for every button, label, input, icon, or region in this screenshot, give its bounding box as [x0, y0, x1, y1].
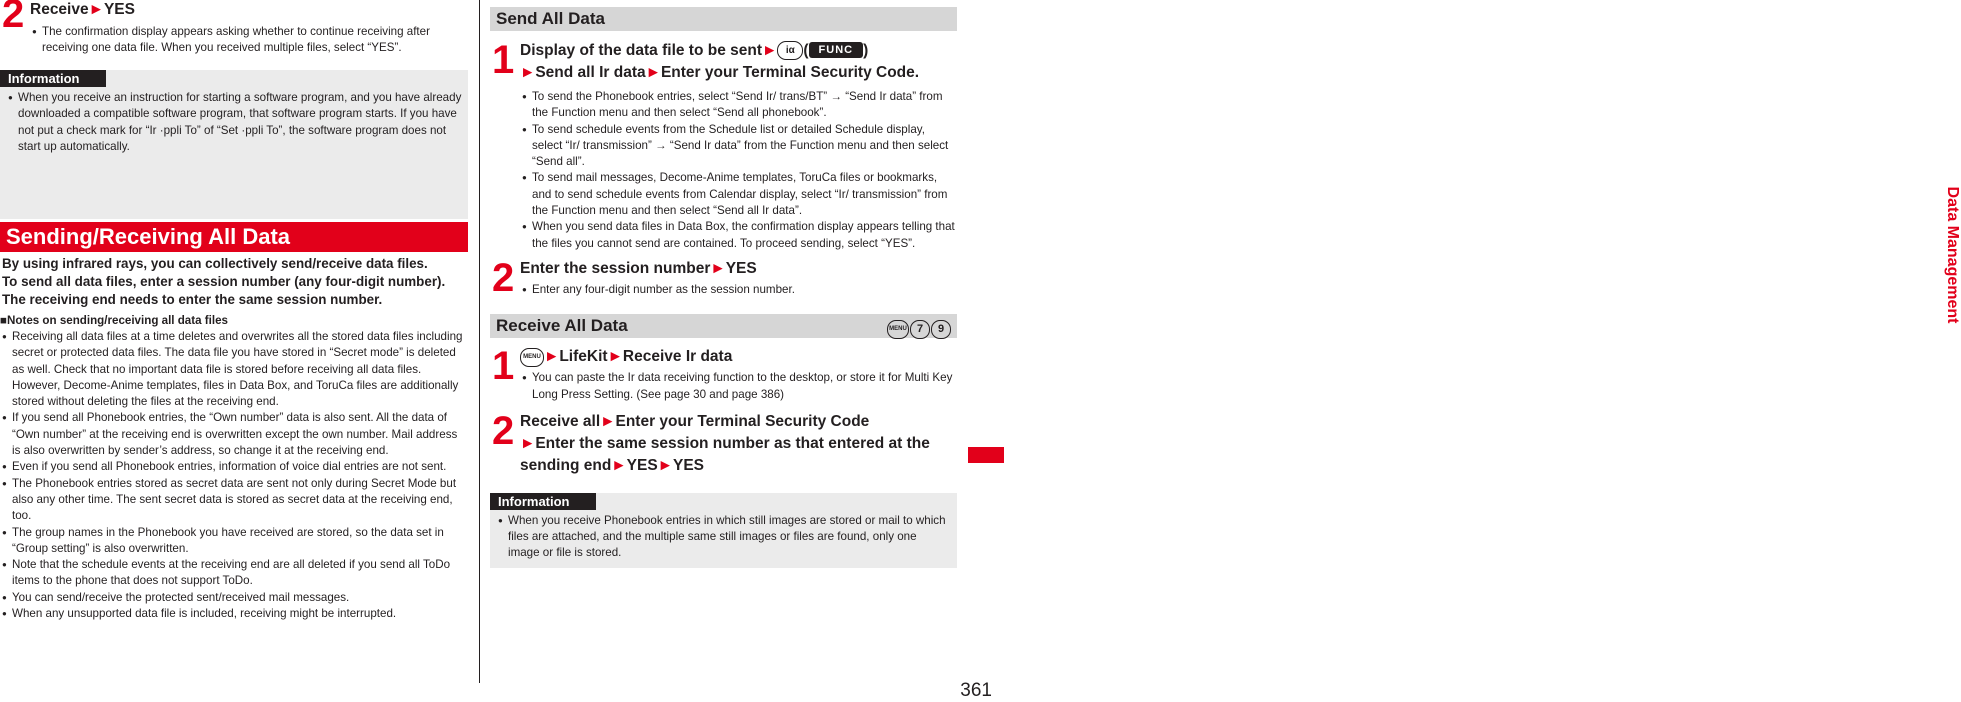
- arrow-icon: ►: [607, 348, 623, 366]
- step-bullet: ● To send the Phonebook entries, select “Send Ir/ trans/BT” → “Send Ir data” from the Function menu and then select “Send all phonebook”.: [520, 89, 957, 122]
- information-text: ● When you receive an instruction for starting a software program, and you have already downloaded a compatible software program, that software program starts. If you have not put a check mark for “Ir ·ppli To” of “Set ·ppli To”, the software program does not start up automatically.: [6, 90, 462, 155]
- arrow-icon: ►: [710, 259, 726, 277]
- section-title: Sending/Receiving All Data: [0, 222, 468, 252]
- side-tab-label: Data Management: [1944, 186, 1961, 324]
- step-bullet: ● Enter any four-digit number as the session number.: [520, 282, 957, 298]
- step-bullet: ● To send mail messages, Decome-Anime templates, ToruCa files or bookmarks, and to send schedule events from Calendar display, select “Ir/ transmission” from the Function menu and then select “Send all Ir data”.: [520, 170, 957, 219]
- func-key-icon: FUNC: [809, 42, 864, 58]
- step-number: 1: [492, 344, 515, 389]
- information-label: Information: [0, 70, 106, 87]
- note-item: ● When any unsupported data file is included, receiving might be interrupted.: [0, 606, 465, 622]
- receive-step-2: 2 Receive all►Enter your Terminal Security Code ►Enter the same session number as that entered at the sending end►YES►YES: [492, 408, 930, 474]
- arrow-icon: ►: [544, 348, 560, 366]
- key-7-icon: 7: [910, 320, 930, 339]
- receive-all-data-bar: Receive All Data MENU 7 9: [490, 314, 957, 338]
- step-number: 1: [492, 38, 515, 82]
- step-bullet: ● To send schedule events from the Schedule list or detailed Schedule display, select “Ir/ transmission” → “Send Ir data” from the Function menu and then select “Send all”.: [520, 122, 957, 171]
- note-item: ● Even if you send all Phonebook entries, information of voice dial entries are not sent.: [0, 459, 465, 475]
- i-alpha-key-icon: iα: [777, 41, 803, 60]
- step-number: 2: [492, 408, 515, 453]
- notes-heading: ■Notes on sending/receiving all data files: [0, 314, 228, 327]
- column-divider: [479, 0, 480, 683]
- information-label: Information: [490, 493, 596, 510]
- side-tab: [966, 0, 1961, 701]
- page-number: 361: [960, 680, 992, 701]
- step-bullet: ● The confirmation display appears asking whether to continue receiving after receiving one data file. When you received multiple files, select “YES”.: [30, 24, 462, 57]
- left-column: [0, 0, 468, 622]
- step-number: 2: [492, 255, 515, 300]
- arrow-icon: ►: [520, 64, 536, 81]
- step-bullet: ● When you send data files in Data Box, the confirmation display appears telling that the files you cannot send are contained. To proceed sending, select “YES”.: [520, 219, 957, 252]
- intro-text: By using infrared rays, you can collectively send/receive data files. To send all data files, enter a session number (any four-digit number). The receiving end needs to enter the same session number.: [2, 256, 446, 307]
- send-step-2: 2 Enter the session number►YES ● Enter any four-digit number as the session number.: [490, 258, 957, 298]
- send-step-1: 1 Display of the data file to be sent► iα ( FUNC ) ►Send all Ir data►Enter your Terminal Security Code. ● To send the Phonebook entries, select “Send Ir/ trans/BT” → “Send Ir data” from the Function menu and then select “Send all phonebook”. ● To send schedule events from the Schedule list or detailed Schedule display, select “Ir/ transmission” → “Send Ir data” from the Function menu and then select “Send all”. ● To send mail messages, Decome-Anime templates, ToruCa files or bookmarks, and to send schedule events from Calendar display, select “Ir/ transmission” from the Function menu and then select “Send all Ir data”. ● When you send data files in Data Box, the confirmation display appears telling that the files you cannot send are contained. To proceed sending, select “YES”.: [490, 40, 957, 252]
- step-title: Receive►YES: [30, 1, 135, 18]
- information-box: [0, 70, 468, 219]
- arrow-icon: ►: [645, 64, 661, 81]
- note-item: ● If you send all Phonebook entries, the “Own number” data is also sent. All the data of “Own number” at the receiving end is overwritten except the own number. Mail address is also overwritten by sender’s address, so change it at the receiving end.: [0, 410, 465, 459]
- arrow-icon: ►: [520, 434, 536, 452]
- key-9-icon: 9: [931, 320, 951, 339]
- step-bullet: ● You can paste the Ir data receiving function to the desktop, or store it for Multi Key Long Press Setting. (See page 30 and page 386): [520, 370, 957, 403]
- note-item: ● You can send/receive the protected sent/received mail messages.: [0, 590, 465, 606]
- receive-step-1: 1 MENU ►LifeKit►Receive Ir data ● You can paste the Ir data receiving function to the desktop, or store it for Multi Key Long Press Setting. (See page 30 and page 386): [490, 346, 957, 403]
- note-item: ● Receiving all data files at a time deletes and overwrites all the stored data files including secret or protected data files. The data file you have stored in “Secret mode” is deleted as well. Check that no important data file is stored before receiving all data files.: [0, 329, 465, 378]
- information-text: ● When you receive Phonebook entries in which still images are stored or mail to which files are attached, and the multiple same still images or files are found, only one image or file is stored.: [496, 513, 951, 562]
- note-continuation: However, Decome-Anime templates, files in Data Box, and ToruCa files are additionally stored without deleting the files at the receiving end.: [12, 378, 459, 409]
- note-item: ● The group names in the Phonebook you have received are stored, so the data set in “Group setting” is also overwritten.: [0, 525, 465, 558]
- menu-key-icon: MENU: [887, 320, 909, 339]
- send-all-data-bar: Send All Data: [490, 7, 957, 31]
- arrow-icon: ►: [600, 412, 616, 430]
- step-2-receive: [0, 0, 468, 64]
- information-box: [490, 493, 957, 568]
- arrow-icon: ►: [611, 456, 627, 474]
- shortcut-keys: [887, 317, 951, 341]
- arrow-icon: ►: [657, 456, 673, 474]
- note-item: ● Note that the schedule events at the receiving end are all deleted if you send all ToDo items to the phone that does not support ToDo.: [0, 557, 465, 590]
- side-tab-marker: [968, 447, 1004, 463]
- arrow-icon: ►: [762, 42, 778, 59]
- note-item: ● The Phonebook entries stored as secret data are sent not only during Secret Mode but also any other time. The sent secret data is stored as secret data at the receiving end, too.: [0, 476, 465, 525]
- step-number: 2: [2, 0, 25, 36]
- menu-key-icon: MENU: [520, 348, 544, 367]
- arrow-icon: ►: [88, 1, 104, 18]
- right-column: [490, 0, 957, 568]
- notes: [0, 313, 465, 622]
